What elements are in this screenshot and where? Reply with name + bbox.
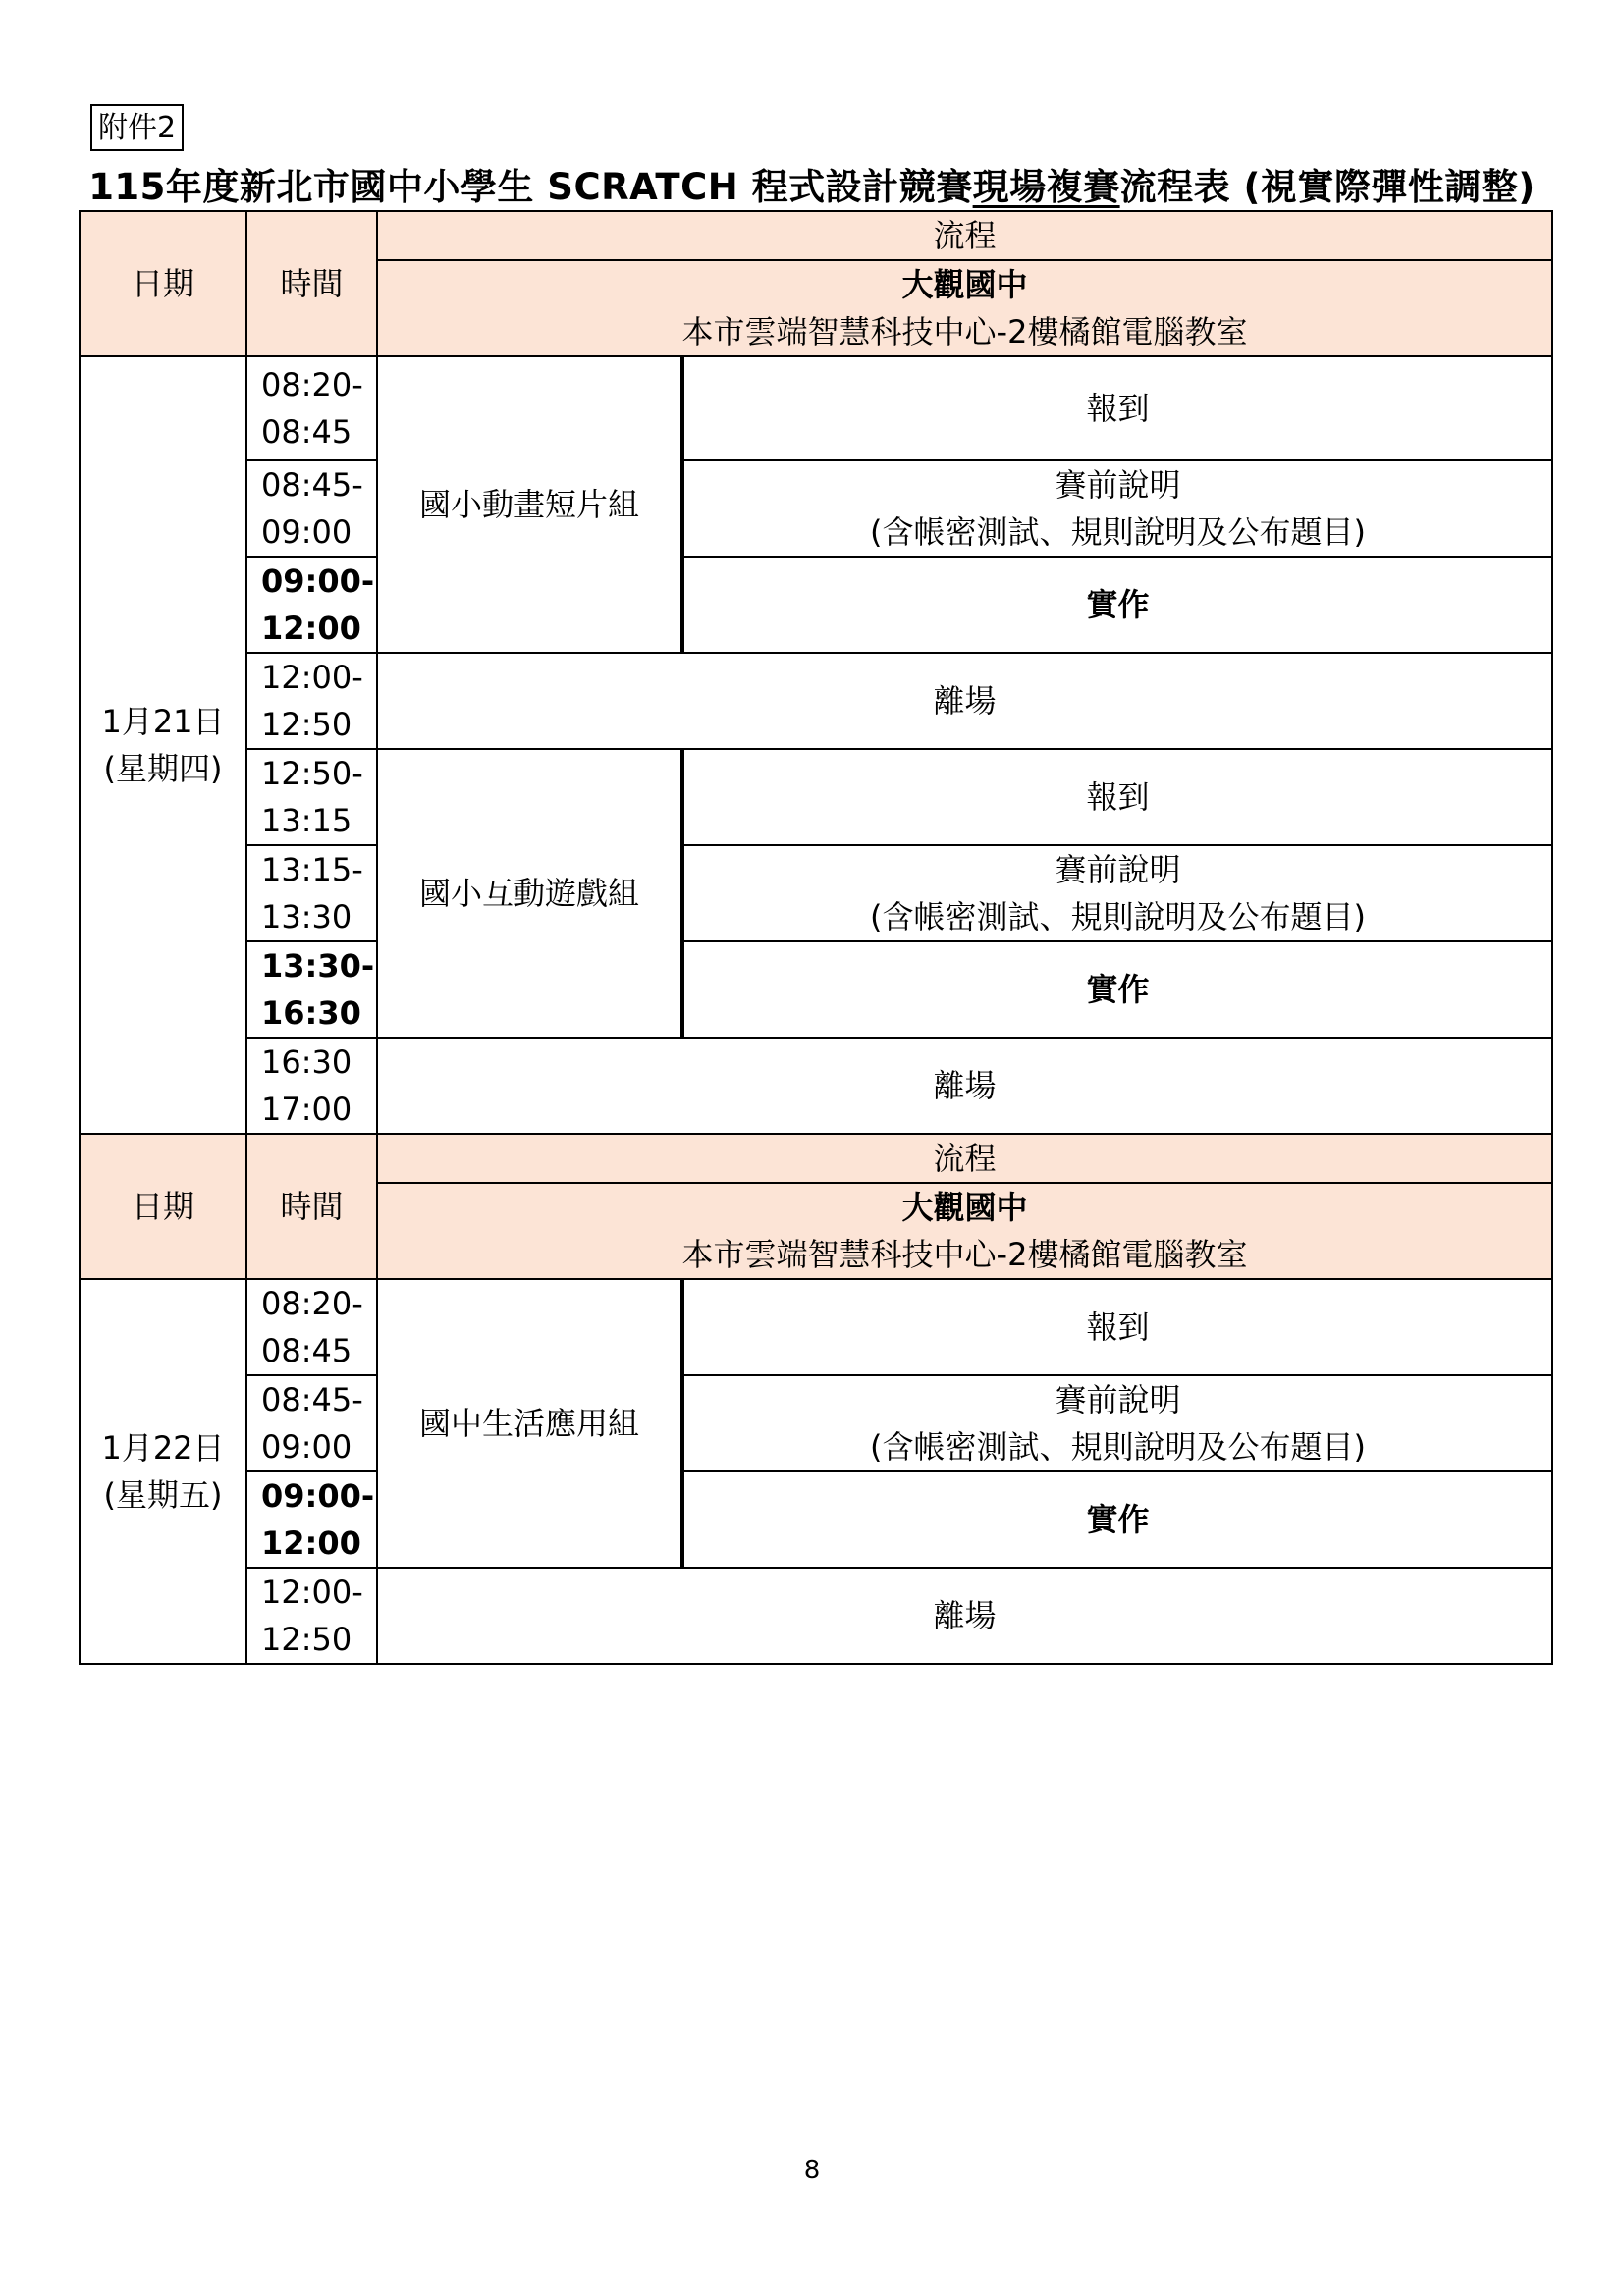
header-date: 日期 bbox=[80, 211, 246, 356]
time-slot: 08:20- 08:45 bbox=[246, 1279, 377, 1375]
activity-practice: 實作 bbox=[682, 557, 1552, 653]
activity-checkin: 報到 bbox=[682, 1279, 1552, 1375]
time-slot: 13:15- 13:30 bbox=[246, 845, 377, 941]
activity-briefing: 賽前說明 (含帳密測試、規則說明及公布題目) bbox=[682, 845, 1552, 941]
group-life-application: 國中生活應用組 bbox=[377, 1279, 682, 1568]
header-date: 日期 bbox=[80, 1134, 246, 1279]
activity-practice: 實作 bbox=[682, 1471, 1552, 1568]
header-flow: 流程 bbox=[377, 1134, 1552, 1183]
time-slot: 16:30 17:00 bbox=[246, 1038, 377, 1134]
day1-date: 1月21日 bbox=[101, 703, 225, 740]
header-time: 時間 bbox=[246, 1134, 377, 1279]
title-underlined: 現場複賽 bbox=[972, 166, 1120, 208]
time-slot: 12:50- 13:15 bbox=[246, 749, 377, 845]
header-venue-location: 本市雲端智慧科技中心-2樓橘館電腦教室 bbox=[377, 308, 1552, 356]
day2-date: 1月22日 bbox=[101, 1429, 225, 1467]
activity-leave: 離場 bbox=[377, 1038, 1552, 1134]
header-time: 時間 bbox=[246, 211, 377, 356]
time-slot: 08:45- 09:00 bbox=[246, 1375, 377, 1471]
time-slot: 08:20- 08:45 bbox=[246, 356, 377, 460]
activity-briefing: 賽前說明 (含帳密測試、規則說明及公布題目) bbox=[682, 460, 1552, 557]
time-slot: 08:45- 09:00 bbox=[246, 460, 377, 557]
activity-leave: 離場 bbox=[377, 1568, 1552, 1664]
time-slot: 12:00- 12:50 bbox=[246, 653, 377, 749]
day2-date-cell bbox=[80, 1279, 246, 1664]
activity-checkin: 報到 bbox=[682, 356, 1552, 460]
activity-leave: 離場 bbox=[377, 653, 1552, 749]
group-interactive-game: 國小互動遊戲組 bbox=[377, 749, 682, 1038]
activity-briefing: 賽前說明 (含帳密測試、規則說明及公布題目) bbox=[682, 1375, 1552, 1471]
page-number: 8 bbox=[803, 2156, 821, 2185]
page-title bbox=[0, 157, 1624, 210]
time-slot: 09:00- 12:00 bbox=[246, 1471, 377, 1568]
schedule-table bbox=[79, 210, 1553, 1665]
activity-checkin: 報到 bbox=[682, 749, 1552, 845]
header-venue-name: 大觀國中 bbox=[377, 1183, 1552, 1231]
group-animation: 國小動畫短片組 bbox=[377, 356, 682, 653]
day1-weekday: (星期四) bbox=[103, 750, 223, 787]
header-venue-location: 本市雲端智慧科技中心-2樓橘館電腦教室 bbox=[377, 1231, 1552, 1279]
time-slot: 12:00- 12:50 bbox=[246, 1568, 377, 1664]
activity-practice: 實作 bbox=[682, 941, 1552, 1038]
day2-weekday: (星期五) bbox=[103, 1476, 223, 1514]
header-venue-name: 大觀國中 bbox=[377, 260, 1552, 308]
title-prefix: 115年度新北市國中小學生 SCRATCH 程式設計競賽 bbox=[88, 166, 973, 208]
day1-date-cell bbox=[80, 356, 246, 1134]
time-slot: 09:00- 12:00 bbox=[246, 557, 377, 653]
time-slot: 13:30- 16:30 bbox=[246, 941, 377, 1038]
title-suffix: 流程表 (視實際彈性調整) bbox=[1119, 166, 1536, 208]
attachment-label: 附件2 bbox=[90, 104, 184, 151]
header-flow: 流程 bbox=[377, 211, 1552, 260]
